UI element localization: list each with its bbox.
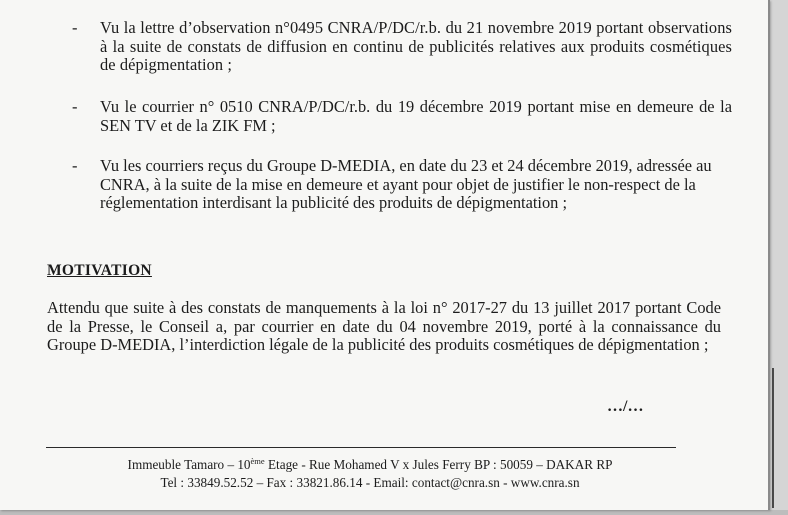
- footer-address-superscript: ème: [250, 456, 265, 466]
- footer-contact: Tel : 33849.52.52 – Fax : 33821.86.14 - Email: contact@cnra.sn - www.cnra.sn: [160, 475, 580, 490]
- list-item-text: Vu le courrier n° 0510 CNRA/P/DC/r.b. du 19 décembre 2019 portant mise en demeure de la SEN TV et de la ZIK FM ;: [100, 97, 732, 135]
- continued-marker: …/…: [607, 398, 644, 415]
- list-item-text: Vu les courriers reçus du Groupe D-MEDIA, en date du 23 et 24 décembre 2019, adressée au CNRA, à la suite de la mise en demeure et ayant pour objet de justifier le non-respect de la réglementation interdisant la publicité des produits de dépigmentation ;: [100, 156, 712, 212]
- bullet-dash: -: [72, 156, 78, 175]
- bullet-dash: -: [72, 18, 78, 37]
- footer-address: [60, 457, 680, 473]
- motivation-paragraph: Attendu que suite à des constats de manquements à la loi n° 2017-27 du 13 juillet 2017 portant Code de la Presse, le Conseil a, par courrier en date du 04 novembre 2019, porté à la connaissance du Groupe D-MEDIA, l’interdiction légale de la publicité des produits cosmétiques de dépigmentation ;: [47, 298, 721, 354]
- scan-edge-mark: [772, 368, 774, 508]
- list-item: [72, 98, 732, 138]
- footer-address-start: Immeuble Tamaro – 10: [127, 457, 251, 472]
- footer-address-end: Etage - Rue Mohamed V x Jules Ferry BP : 50059 – DAKAR RP: [264, 457, 613, 472]
- bullet-dash: -: [72, 97, 78, 116]
- list-item: [72, 19, 732, 79]
- list-item-text: Vu la lettre d’observation n°0495 CNRA/P/DC/r.b. du 21 novembre 2019 portant observations à la suite de constats de diffusion en continu de publicités relatives aux produits cosmétiques de dépigmentation ;: [100, 18, 732, 74]
- list-item: [72, 157, 732, 237]
- section-heading: MOTIVATION: [47, 262, 152, 279]
- footer-divider: [46, 447, 676, 448]
- scan-bottom-margin: [0, 510, 788, 515]
